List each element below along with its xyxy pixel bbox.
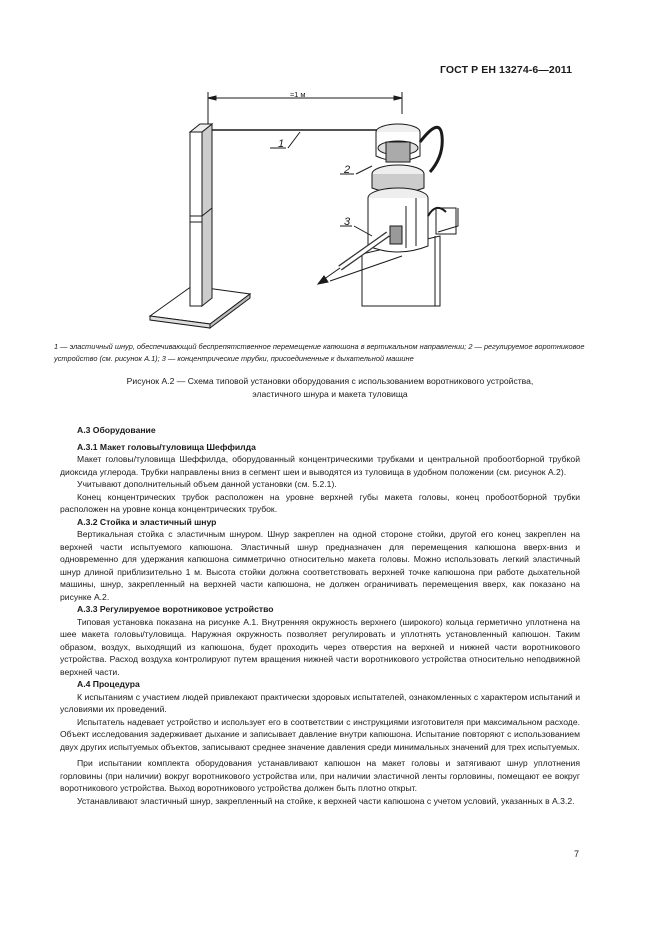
page-number: 7 bbox=[574, 849, 580, 859]
document-body bbox=[60, 424, 580, 807]
section-a4-heading: А.4 Процедура bbox=[77, 679, 140, 689]
paragraph: Учитывают дополнительный объем данной установки (см. 5.2.1). bbox=[77, 479, 337, 489]
paragraph: Макет головы/туловища Шеффилда, оборудованный концентрическими трубками и центральной пробоотборной трубкой диоксида углерода. Трубки направлены вниз в сегмент шеи и выводятся из туловища в удобном положении (см. рисунок А.2). bbox=[60, 454, 580, 477]
paragraph: Устанавливают эластичный шнур, закрепленный на стойке, к верхней части капюшона с учетом условий, указанных в А.3.2. bbox=[77, 795, 575, 806]
paragraph: Типовая установка показана на рисунке А.1. Внутренняя окружность верхнего (широкого) кольца герметично уплотнена на шее макета головы/туловища. Наружная окружность позволяет регулировать и уплотнять установленный капюшон. Таким образом, воздух, выходящий из капюшона, будет проходить через отверстия на верхней и нижней части воротникового устройства. Расход воздуха контролируют путем вращения нижней части воротникового устройства относительно неподвижной верхней части. bbox=[60, 616, 580, 677]
figure-title-line1: Рисунок А.2 — Схема типовой установки оборудования с использованием воротникового устройства, bbox=[126, 376, 534, 386]
paragraph: Вертикальная стойка с эластичным шнуром. Шнур закреплен на одной стороне стойки, другой его конец закреплен на верхней части испытуемого капюшона. Эластичный шнур предназначен для перемещения капюшона вверх-вниз и одновременно для удержания капюшона симметрично относительно макета головы. Можно использовать легкий эластичный шнур длиной приблизительно 1 м. Высота стойки должна соответствовать верхней точке капюшона при работе дыхательной машины, шнур, закрепленный на верхней части капюшона, не должен ограничивать перемещения вверх, как показано на рисунке А.2. bbox=[60, 529, 580, 602]
section-a33-heading: А.3.3 Регулируемое воротниковое устройство bbox=[77, 604, 274, 614]
paragraph: Конец концентрических трубок расположен на уровне верхней губы макета головы, конец пробоотборной трубки расположен на уровне конца концентрических трубок. bbox=[60, 491, 580, 514]
section-a32-heading: А.3.2 Стойка и эластичный шнур bbox=[77, 516, 217, 527]
section-a3-heading: А.3 Оборудование bbox=[77, 425, 156, 435]
document-code: ГОСТ Р ЕН 13274-6—2011 bbox=[440, 64, 573, 76]
section-a31-heading: А.3.1 Макет головы/туловища Шеффилда bbox=[77, 441, 256, 452]
callout-2: 2 bbox=[344, 164, 351, 176]
figure-title-line2: эластичного шнура и макета туловища bbox=[252, 389, 408, 399]
dimension-label: ≈1 м bbox=[290, 90, 306, 99]
figure-title bbox=[60, 375, 600, 401]
paragraph: При испытании комплекта оборудования устанавливают капюшон на макет головы и затягивают шнур уплотнения горловины (при наличии) вокруг воротникового устройства или, при наличии эластичной ленты горловины, помещают ее вокруг воротникового устройства. Выход воротникового устройства должен быть плотно открыт. bbox=[60, 758, 580, 793]
paragraph: К испытаниям с участием людей привлекают практически здоровых испытателей, ознакомленных с характером испытаний и условиями их проведений. bbox=[60, 691, 580, 714]
callout-1: 1 bbox=[278, 138, 285, 150]
figure-legend: 1 — эластичный шнур, обеспечивающий беспрепятственное перемещение капюшона в вертикальном направлении; 2 — регулируемое воротниковое устройство (см. рисунок А.1); 3 — концентрические трубки, присоединенные к дыхательной машине bbox=[54, 342, 585, 363]
callout-3: 3 bbox=[344, 216, 351, 228]
paragraph: Испытатель надевает устройство и использует его в соответствии с инструкциями изготовителя при максимальном расходе. Объект исследования задерживает дыхание и записывает давление внутри капюшона. Испытание повторяют с использованием двух других испытуемых объектов, записывают среднее значение давления среди минимальных значений для трех испытуемых. bbox=[60, 716, 580, 752]
figure-a2-drawing bbox=[140, 86, 470, 336]
stand-post bbox=[190, 132, 202, 306]
